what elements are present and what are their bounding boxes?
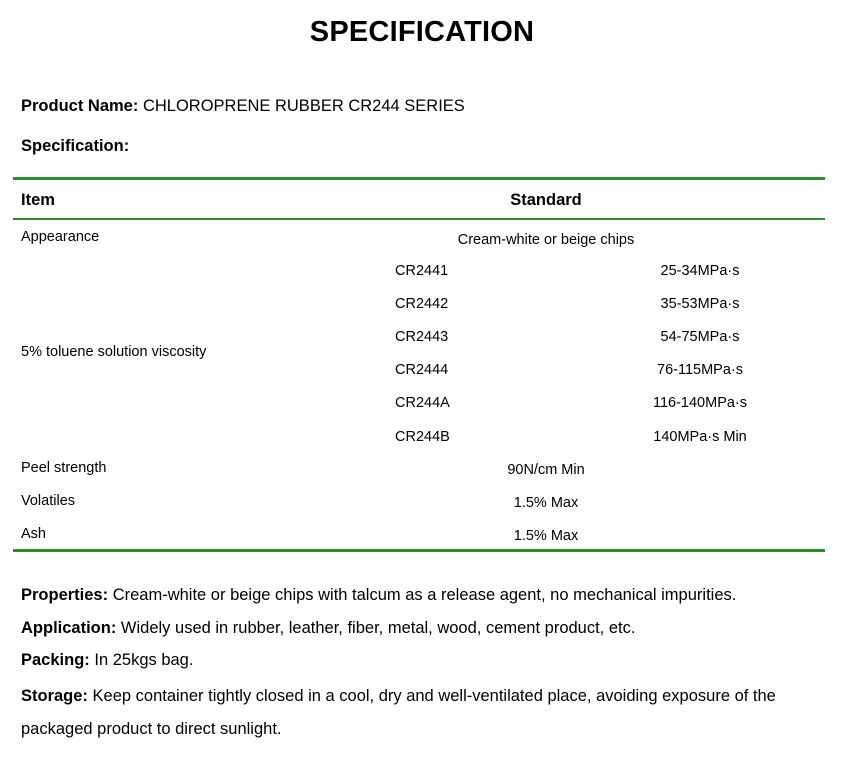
application-text: Widely used in rubber, leather, fiber, metal, wood, cement product, etc. bbox=[120, 619, 636, 637]
application-label: Application: bbox=[21, 619, 117, 637]
packing-paragraph bbox=[21, 644, 829, 677]
application-paragraph bbox=[21, 612, 829, 645]
row-peel-item: Peel strength bbox=[21, 460, 107, 476]
grade-cr2442: CR2442 bbox=[395, 296, 449, 312]
row-volatiles-item: Volatiles bbox=[21, 493, 76, 509]
row-ash-standard: 1.5% Max bbox=[513, 528, 579, 544]
product-name-line bbox=[21, 97, 465, 116]
column-header-standard: Standard bbox=[510, 191, 582, 209]
grade-cr2444-value: 76-115MPa·s bbox=[657, 362, 743, 378]
specification-label: Specification: bbox=[21, 137, 130, 155]
table-header-rule bbox=[13, 218, 825, 220]
row-appearance-item: Appearance bbox=[21, 229, 100, 245]
packing-text: In 25kgs bag. bbox=[94, 651, 194, 669]
grade-cr244a: CR244A bbox=[395, 395, 450, 411]
storage-paragraph bbox=[21, 680, 829, 746]
properties-text: Cream-white or beige chips with talcum as a release agent, no mechanical impurities. bbox=[112, 586, 737, 604]
properties-paragraph bbox=[21, 579, 829, 612]
grade-cr244b-value: 140MPa·s Min bbox=[653, 429, 747, 445]
storage-label: Storage: bbox=[21, 687, 88, 705]
table-bottom-rule bbox=[13, 549, 825, 552]
grade-cr244a-value: 116-140MPa·s bbox=[652, 395, 748, 411]
packing-label: Packing: bbox=[21, 651, 90, 669]
table-top-rule bbox=[13, 177, 825, 180]
grade-cr244b: CR244B bbox=[395, 429, 450, 445]
properties-label: Properties: bbox=[21, 586, 109, 604]
grade-cr2443: CR2443 bbox=[395, 329, 449, 345]
grade-cr2444: CR2444 bbox=[395, 362, 449, 378]
column-header-item: Item bbox=[21, 191, 55, 209]
row-viscosity-item: 5% toluene solution viscosity bbox=[21, 344, 207, 360]
product-name-label: Product Name: bbox=[21, 97, 139, 115]
row-appearance-standard: Cream-white or beige chips bbox=[457, 232, 635, 248]
page-title: SPECIFICATION bbox=[309, 16, 535, 48]
grade-cr2442-value: 35-53MPa·s bbox=[660, 296, 740, 312]
grade-cr2441-value: 25-34MPa·s bbox=[660, 263, 740, 279]
storage-text: Keep container tightly closed in a cool, dry and well-ventilated place, avoiding exposure of the packaged product to direct sunlight. bbox=[21, 687, 776, 738]
grade-cr2443-value: 54-75MPa·s bbox=[660, 329, 740, 345]
row-ash-item: Ash bbox=[21, 526, 46, 542]
grade-cr2441: CR2441 bbox=[395, 263, 449, 279]
row-volatiles-standard: 1.5% Max bbox=[513, 495, 579, 511]
row-peel-standard: 90N/cm Min bbox=[507, 462, 585, 478]
product-name-value: CHLOROPRENE RUBBER CR244 SERIES bbox=[142, 97, 465, 115]
